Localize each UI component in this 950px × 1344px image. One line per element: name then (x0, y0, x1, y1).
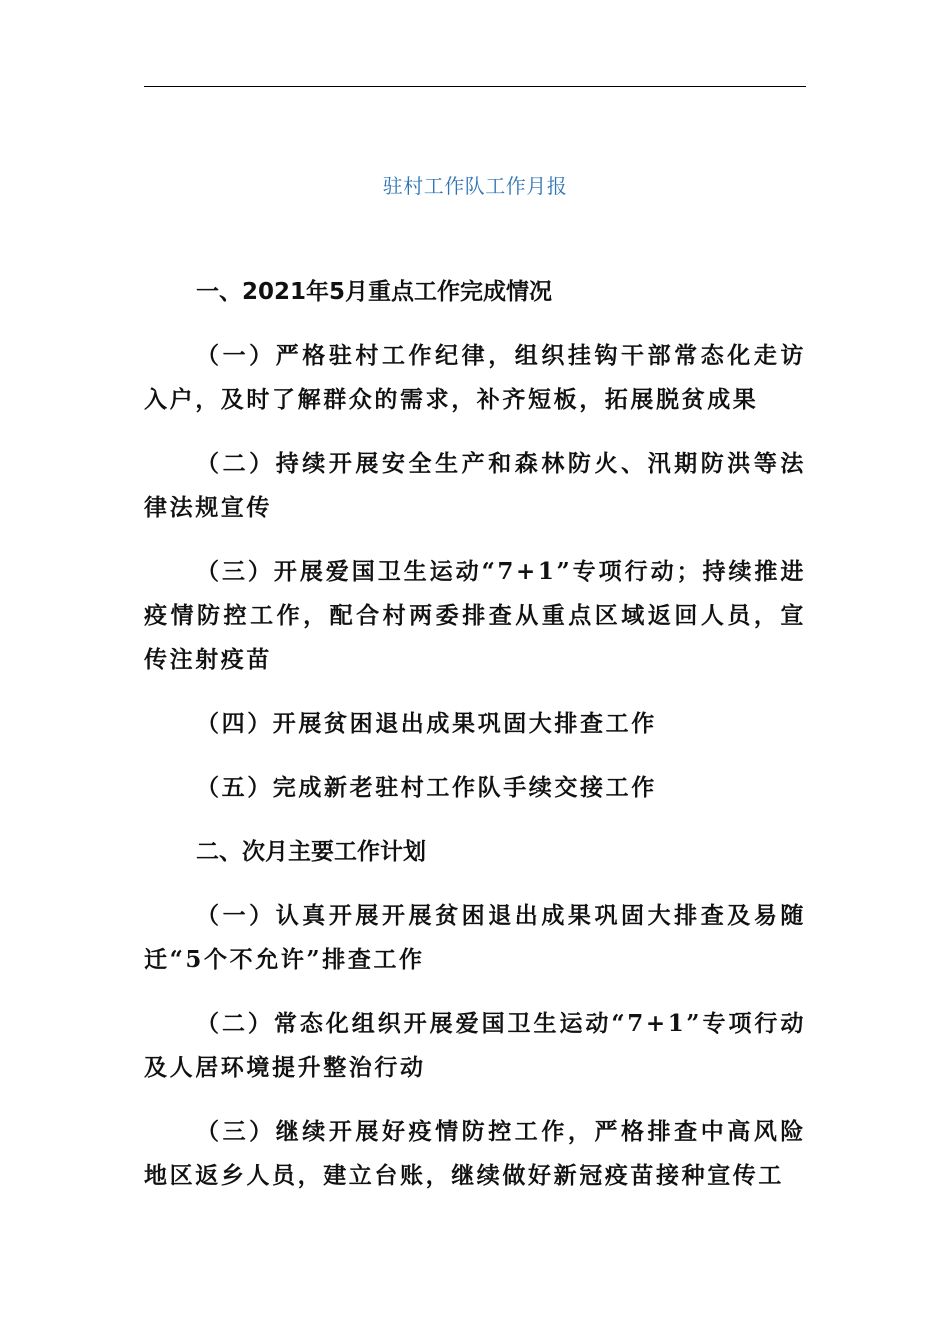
document-body (144, 270, 806, 1198)
header-rule (144, 86, 806, 87)
paragraph: （四）开展贫困退出成果巩固大排查工作 (196, 710, 657, 737)
document-title: 驻村工作队工作月报 (382, 174, 568, 198)
paragraph: （二）持续开展安全生产和森林防火、汛期防洪等法律法规宣传 (144, 450, 806, 521)
section-heading-completed: 一、2021年5月重点工作完成情况 (196, 279, 553, 305)
section-heading-plan: 二、次月主要工作计划 (196, 839, 426, 865)
paragraph: （三）开展爱国卫生运动“7+1”专项行动；持续推进疫情防控工作，配合村两委排查从重点区域返回人员，宣传注射疫苗 (144, 558, 806, 673)
paragraph: （五）完成新老驻村工作队手续交接工作 (196, 774, 657, 801)
paragraph: （三）继续开展好疫情防控工作，严格排查中高风险地区返乡人员，建立台账，继续做好新冠疫苗接种宣传工 (144, 1118, 806, 1189)
paragraph: （一）严格驻村工作纪律，组织挂钩干部常态化走访入户，及时了解群众的需求，补齐短板，拓展脱贫成果 (144, 342, 806, 413)
paragraph: （一）认真开展开展贫困退出成果巩固大排查及易随迁“5个不允许”排查工作 (144, 902, 806, 973)
paragraph: （二）常态化组织开展爱国卫生运动“7+1”专项行动及人居环境提升整治行动 (144, 1010, 806, 1081)
